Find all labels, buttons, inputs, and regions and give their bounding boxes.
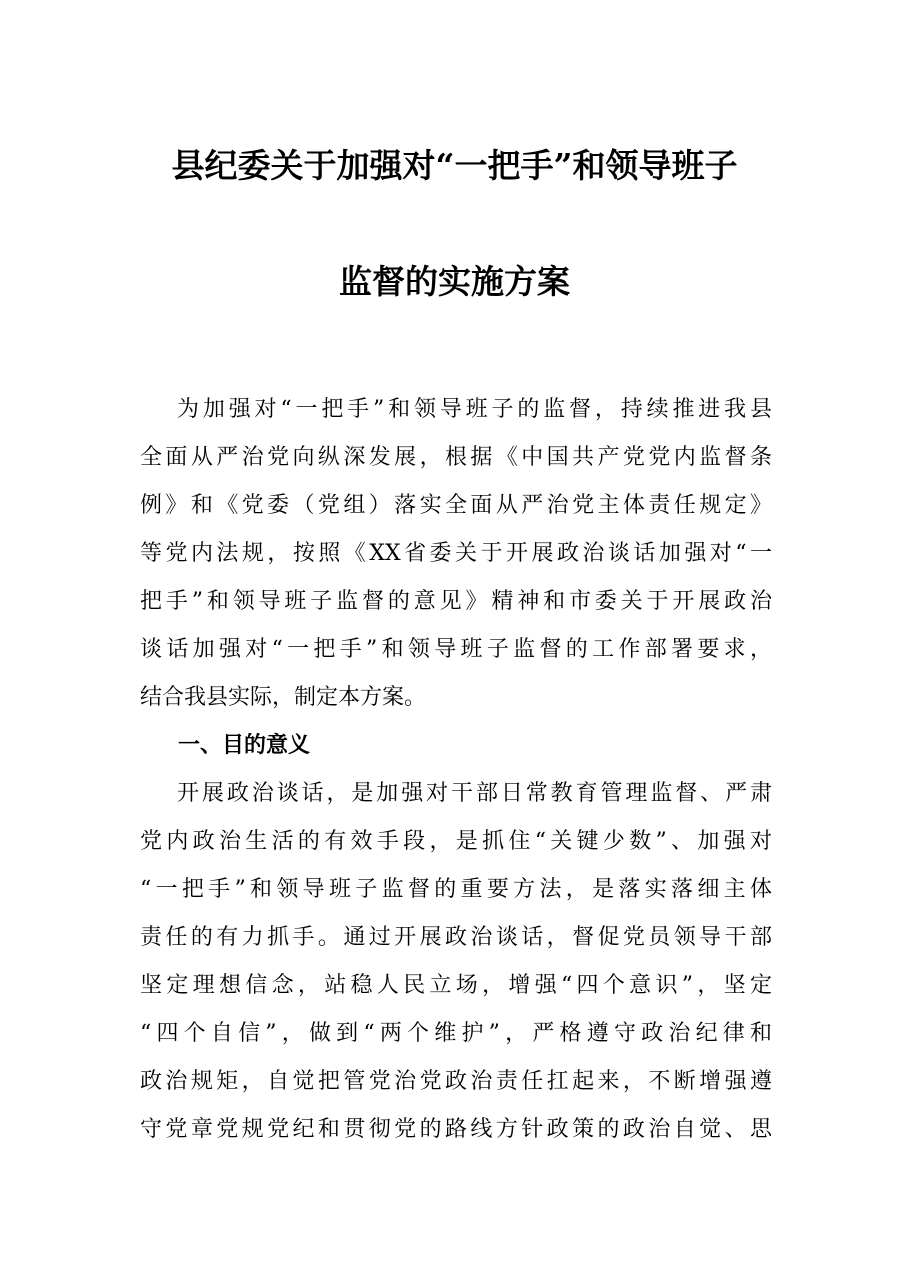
section-heading-purpose: 一、目的意义 [178, 733, 311, 758]
paragraph-line: 为加强对“一把手”和领导班子的监督，持续推进我县 [177, 397, 772, 422]
paragraph-line: 党内政治生活的有效手段，是抓住“关键少数”、加强对 [140, 829, 772, 854]
paragraph-line: 责任的有力抓手。通过开展政治谈话，督促党员领导干部 [140, 925, 772, 950]
document-title-line-1: 县纪委关于加强对“一把手”和领导班子 [171, 146, 738, 185]
paragraph-line: 坚定理想信念，站稳人民立场，增强“四个意识”，坚定 [140, 973, 772, 998]
paragraph-line: “四个自信”，做到“两个维护”，严格遵守政治纪律和 [140, 1021, 772, 1046]
paragraph-line: 开展政治谈话，是加强对干部日常教育管理监督、严肃 [177, 781, 772, 806]
paragraph-line: 等党内法规，按照《XX省委关于开展政治谈话加强对“一 [140, 541, 772, 566]
paragraph-line: “一把手”和领导班子监督的重要方法，是落实落细主体 [140, 877, 772, 902]
paragraph-purpose [140, 770, 772, 1154]
paragraph-line: 把手”和领导班子监督的意见》精神和市委关于开展政治 [140, 589, 772, 614]
document-title-line-2: 监督的实施方案 [339, 262, 570, 301]
paragraph-line: 结合我县实际，制定本方案。 [140, 685, 427, 710]
paragraph-line: 谈话加强对“一把手”和领导班子监督的工作部署要求， [140, 637, 772, 662]
paragraph-line: 政治规矩，自觉把管党治党政治责任扛起来，不断增强遵 [140, 1069, 772, 1094]
paragraph-line: 例》和《党委（党组）落实全面从严治党主体责任规定》 [140, 493, 772, 518]
paragraph-line: 全面从严治党向纵深发展，根据《中国共产党党内监督条 [140, 445, 772, 470]
paragraph-intro [140, 386, 772, 722]
paragraph-line: 守党章党规党纪和贯彻党的路线方针政策的政治自觉、思 [140, 1117, 772, 1142]
